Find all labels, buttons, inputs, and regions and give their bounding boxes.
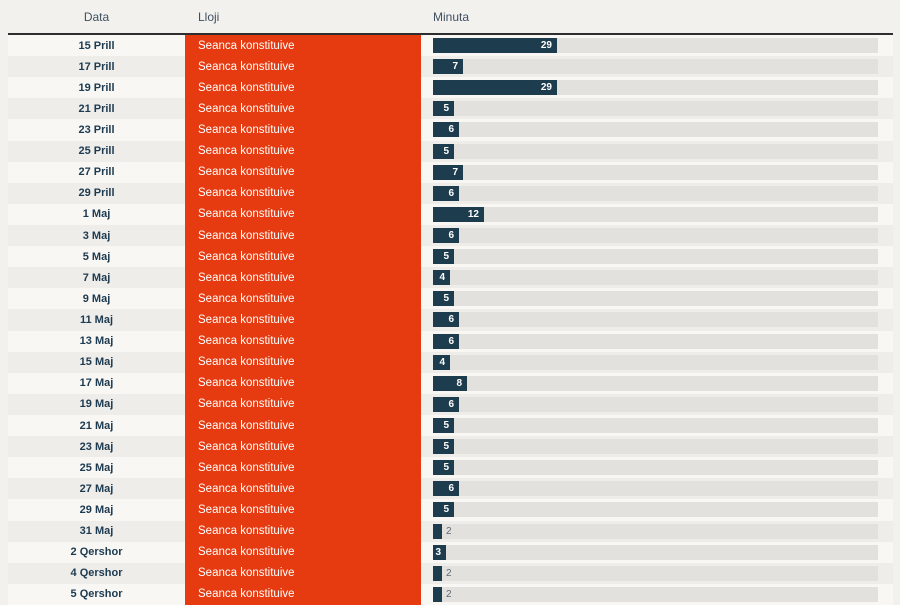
minutes-value-label: 4 [439,272,445,284]
date-cell: 17 Prill [78,60,115,73]
minutes-bar-track [433,439,878,454]
date-cell: 11 Maj [79,313,114,326]
table-row [8,563,893,584]
table-row [8,183,893,204]
minutes-bar-track [433,80,878,95]
type-cell: Seanca konstituive [185,352,421,373]
date-cell: 21 Prill [78,102,115,115]
table-row [8,141,893,162]
table-row [8,56,893,77]
table-row [8,542,893,563]
type-cell: Seanca konstituive [185,98,421,119]
minutes-cell [421,288,893,309]
minutes-value-label: 29 [540,40,552,52]
date-cell: 2 Qershor [70,546,123,559]
minutes-bar-track [433,545,878,560]
minutes-bar-track [433,207,878,222]
minutes-cell [421,542,893,563]
minutes-value-label: 3 [435,546,441,558]
table-row [8,499,893,520]
type-cell: Seanca konstituive [185,56,421,77]
minutes-bar [433,524,442,539]
minutes-cell [421,394,893,415]
type-cell: Seanca konstituive [185,457,421,478]
minutes-value-label: 6 [448,314,454,326]
type-cell: Seanca konstituive [185,119,421,140]
table-row [8,373,893,394]
minutes-bar-track [433,144,878,159]
table-row [8,394,893,415]
minutes-bar-track [433,397,878,412]
type-cell: Seanca konstituive [185,309,421,330]
date-cell: 17 Maj [79,377,114,390]
minutes-cell [421,499,893,520]
type-cell: Seanca konstituive [185,373,421,394]
minutes-value-label: 5 [443,462,449,474]
type-cell: Seanca konstituive [185,331,421,352]
date-cell: 3 Maj [82,229,111,242]
minutes-cell [421,35,893,56]
date-cell: 23 Maj [79,440,114,453]
date-cell: 21 Maj [79,419,114,432]
date-cell: 7 Maj [82,271,111,284]
table-row [8,204,893,225]
date-cell: 1 Maj [82,208,111,221]
minutes-cell [421,98,893,119]
minutes-bar-track [433,502,878,517]
table-row [8,331,893,352]
table-header [8,0,893,35]
minutes-value-label: 2 [446,588,452,600]
minutes-bar-track [433,460,878,475]
table-row [8,225,893,246]
minutes-bar-track [433,587,878,602]
date-cell: 25 Prill [78,145,115,158]
minutes-value-label: 8 [456,377,462,389]
date-cell: 5 Maj [82,250,111,263]
minutes-value-label: 5 [443,504,449,516]
minutes-bar-track [433,186,878,201]
minutes-cell [421,457,893,478]
minutes-value-label: 6 [448,187,454,199]
date-cell: 19 Prill [78,81,115,94]
type-cell: Seanca konstituive [185,584,421,605]
minutes-value-label: 5 [443,145,449,157]
table-row [8,288,893,309]
minutes-cell [421,309,893,330]
date-cell: 25 Maj [79,461,114,474]
minutes-cell [421,56,893,77]
minutes-bar-track [433,291,878,306]
minutes-cell [421,415,893,436]
minutes-cell [421,183,893,204]
minutes-bar-track [433,376,878,391]
minutes-cell [421,267,893,288]
minutes-bar-track [433,101,878,116]
date-cell: 23 Prill [78,123,115,136]
minutes-value-label: 29 [540,82,552,94]
type-cell: Seanca konstituive [185,204,421,225]
minutes-bar-track [433,566,878,581]
table-row [8,521,893,542]
minutes-cell [421,436,893,457]
table-row [8,246,893,267]
table-row [8,436,893,457]
minutes-value-label: 6 [448,124,454,136]
minutes-value-label: 5 [443,103,449,115]
minutes-value-label: 5 [443,251,449,263]
minutes-bar-track [433,122,878,137]
minutes-bar-track [433,524,878,539]
type-cell: Seanca konstituive [185,225,421,246]
minutes-value-label: 4 [439,356,445,368]
minutes-value-label: 5 [443,441,449,453]
minutes-bar-track [433,38,878,53]
date-cell: 9 Maj [82,292,111,305]
minutes-value-label: 7 [452,166,458,178]
minutes-bar [433,566,442,581]
minutes-cell [421,204,893,225]
date-cell: 29 Prill [78,187,115,200]
table-row [8,162,893,183]
type-cell: Seanca konstituive [185,542,421,563]
table-row [8,119,893,140]
column-header-data: Data [83,9,110,24]
type-cell: Seanca konstituive [185,563,421,584]
minutes-cell [421,119,893,140]
minutes-cell [421,331,893,352]
date-cell: 15 Prill [78,39,115,52]
minutes-value-label: 5 [443,420,449,432]
minutes-cell [421,162,893,183]
minutes-cell [421,141,893,162]
minutes-bar [433,587,442,602]
minutes-bar-track [433,334,878,349]
minutes-value-label: 6 [448,335,454,347]
minutes-cell [421,478,893,499]
minutes-bar-track [433,249,878,264]
minutes-value-label: 6 [448,230,454,242]
minutes-value-label: 2 [446,567,452,579]
type-cell: Seanca konstituive [185,415,421,436]
type-cell: Seanca konstituive [185,162,421,183]
minutes-cell [421,521,893,542]
type-cell: Seanca konstituive [185,394,421,415]
type-cell: Seanca konstituive [185,436,421,457]
date-cell: 27 Maj [79,482,114,495]
date-cell: 13 Maj [79,335,114,348]
minutes-cell [421,352,893,373]
minutes-bar-track [433,59,878,74]
minutes-cell [421,373,893,394]
minutes-bar-track [433,228,878,243]
date-cell: 31 Maj [79,525,114,538]
table-row [8,415,893,436]
minutes-cell [421,563,893,584]
minutes-value-label: 6 [448,483,454,495]
type-cell: Seanca konstituive [185,183,421,204]
type-cell: Seanca konstituive [185,141,421,162]
minutes-bar-track [433,481,878,496]
table-row [8,478,893,499]
minutes-bar-track [433,418,878,433]
minutes-bar-track [433,270,878,285]
date-cell: 15 Maj [79,356,114,369]
minutes-cell [421,584,893,605]
type-cell: Seanca konstituive [185,288,421,309]
table-row [8,309,893,330]
date-cell: 27 Prill [78,166,115,179]
table-row [8,584,893,605]
minutes-bar-track [433,355,878,370]
type-cell: Seanca konstituive [185,267,421,288]
type-cell: Seanca konstituive [185,521,421,542]
table-row [8,35,893,56]
column-header-minuta: Minuta [433,9,470,24]
date-cell: 5 Qershor [70,588,123,601]
column-header-lloji: Lloji [198,9,220,24]
minutes-value-label: 6 [448,398,454,410]
type-cell: Seanca konstituive [185,246,421,267]
type-cell: Seanca konstituive [185,499,421,520]
table-row [8,352,893,373]
date-cell: 29 Maj [79,503,114,516]
type-cell: Seanca konstituive [185,77,421,98]
table-row [8,98,893,119]
minutes-value-label: 7 [452,61,458,73]
type-cell: Seanca konstituive [185,478,421,499]
table-row [8,457,893,478]
minutes-bar-track [433,312,878,327]
table-body [8,35,893,605]
type-cell: Seanca konstituive [185,35,421,56]
date-cell: 4 Qershor [70,567,123,580]
minutes-value-label: 12 [467,208,479,220]
minutes-cell [421,77,893,98]
minutes-value-label: 5 [443,293,449,305]
minutes-cell [421,246,893,267]
minutes-bar-track [433,165,878,180]
minutes-cell [421,225,893,246]
table-row [8,267,893,288]
minutes-value-label: 2 [446,525,452,537]
date-cell: 19 Maj [79,398,114,411]
table-row [8,77,893,98]
